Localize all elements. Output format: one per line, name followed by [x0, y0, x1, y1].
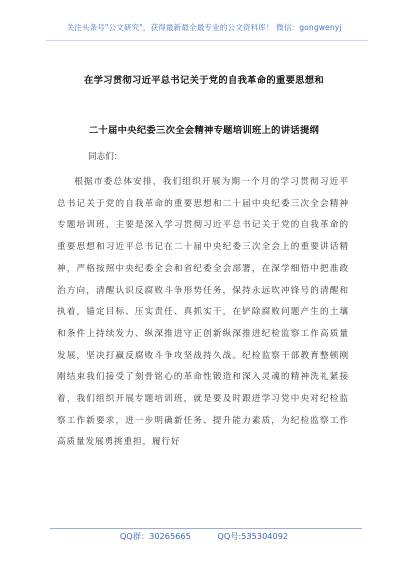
footer-contact — [0, 531, 408, 542]
footer-qq-group: QQ群：30265665 — [119, 531, 191, 541]
footer-qq-number: QQ号:535304092 — [217, 531, 289, 541]
header-divider — [46, 40, 368, 41]
body-paragraph: 根据市委总体安排，我们组织开展为期一个月的学习贯彻习近平总书记关于党的自我革命的重要思想和二十届中央纪委三次全会精神专题培训班，主要是深入学习贯彻习近平总书记关于党的自我革命的重要思想和习近平总书记在二十届中央纪委三次全会上的重要讲话精神，严格按照中央纪委全会和省纪委全会部署，在深学细悟中把准政治方向，清醒认识反腐败斗争形势任务，保持永远吹冲锋号的清醒和执着，锚定目标、压实责任、真抓实干，在铲除腐败问题产生的土壤和条件上持续发力、纵深推进守正创新纵深推进纪检监察工作高质量发展，坚决打赢反腐败斗争攻坚战持久战。纪检监察干部教育整顿刚刚结束我们接受了刻骨铭心的革命性锻造和深入灵魂的精神洗礼紧接着，我们组织开展专题培训班，就是要及时跟进学习党中央对纪检监察工作新要求，进一步明确新任务、提升能力素质，为纪检监察工作高质量发展勇挑重担，履行好 — [57, 177, 349, 448]
footer-divider — [50, 528, 362, 529]
header-banner: 关注头条号"公文研究"，获得最新最全最专业的公文资料库！ 微信：gongwenyj — [66, 23, 342, 32]
document-title-line-2: 二十届中央纪委三次全会精神专题培训班上的讲话提纲 — [88, 125, 320, 136]
salutation: 同志们： — [88, 152, 123, 162]
document-title-line-1: 在学习贯彻习近平总书记关于党的自我革命的重要思想和 — [84, 75, 324, 86]
